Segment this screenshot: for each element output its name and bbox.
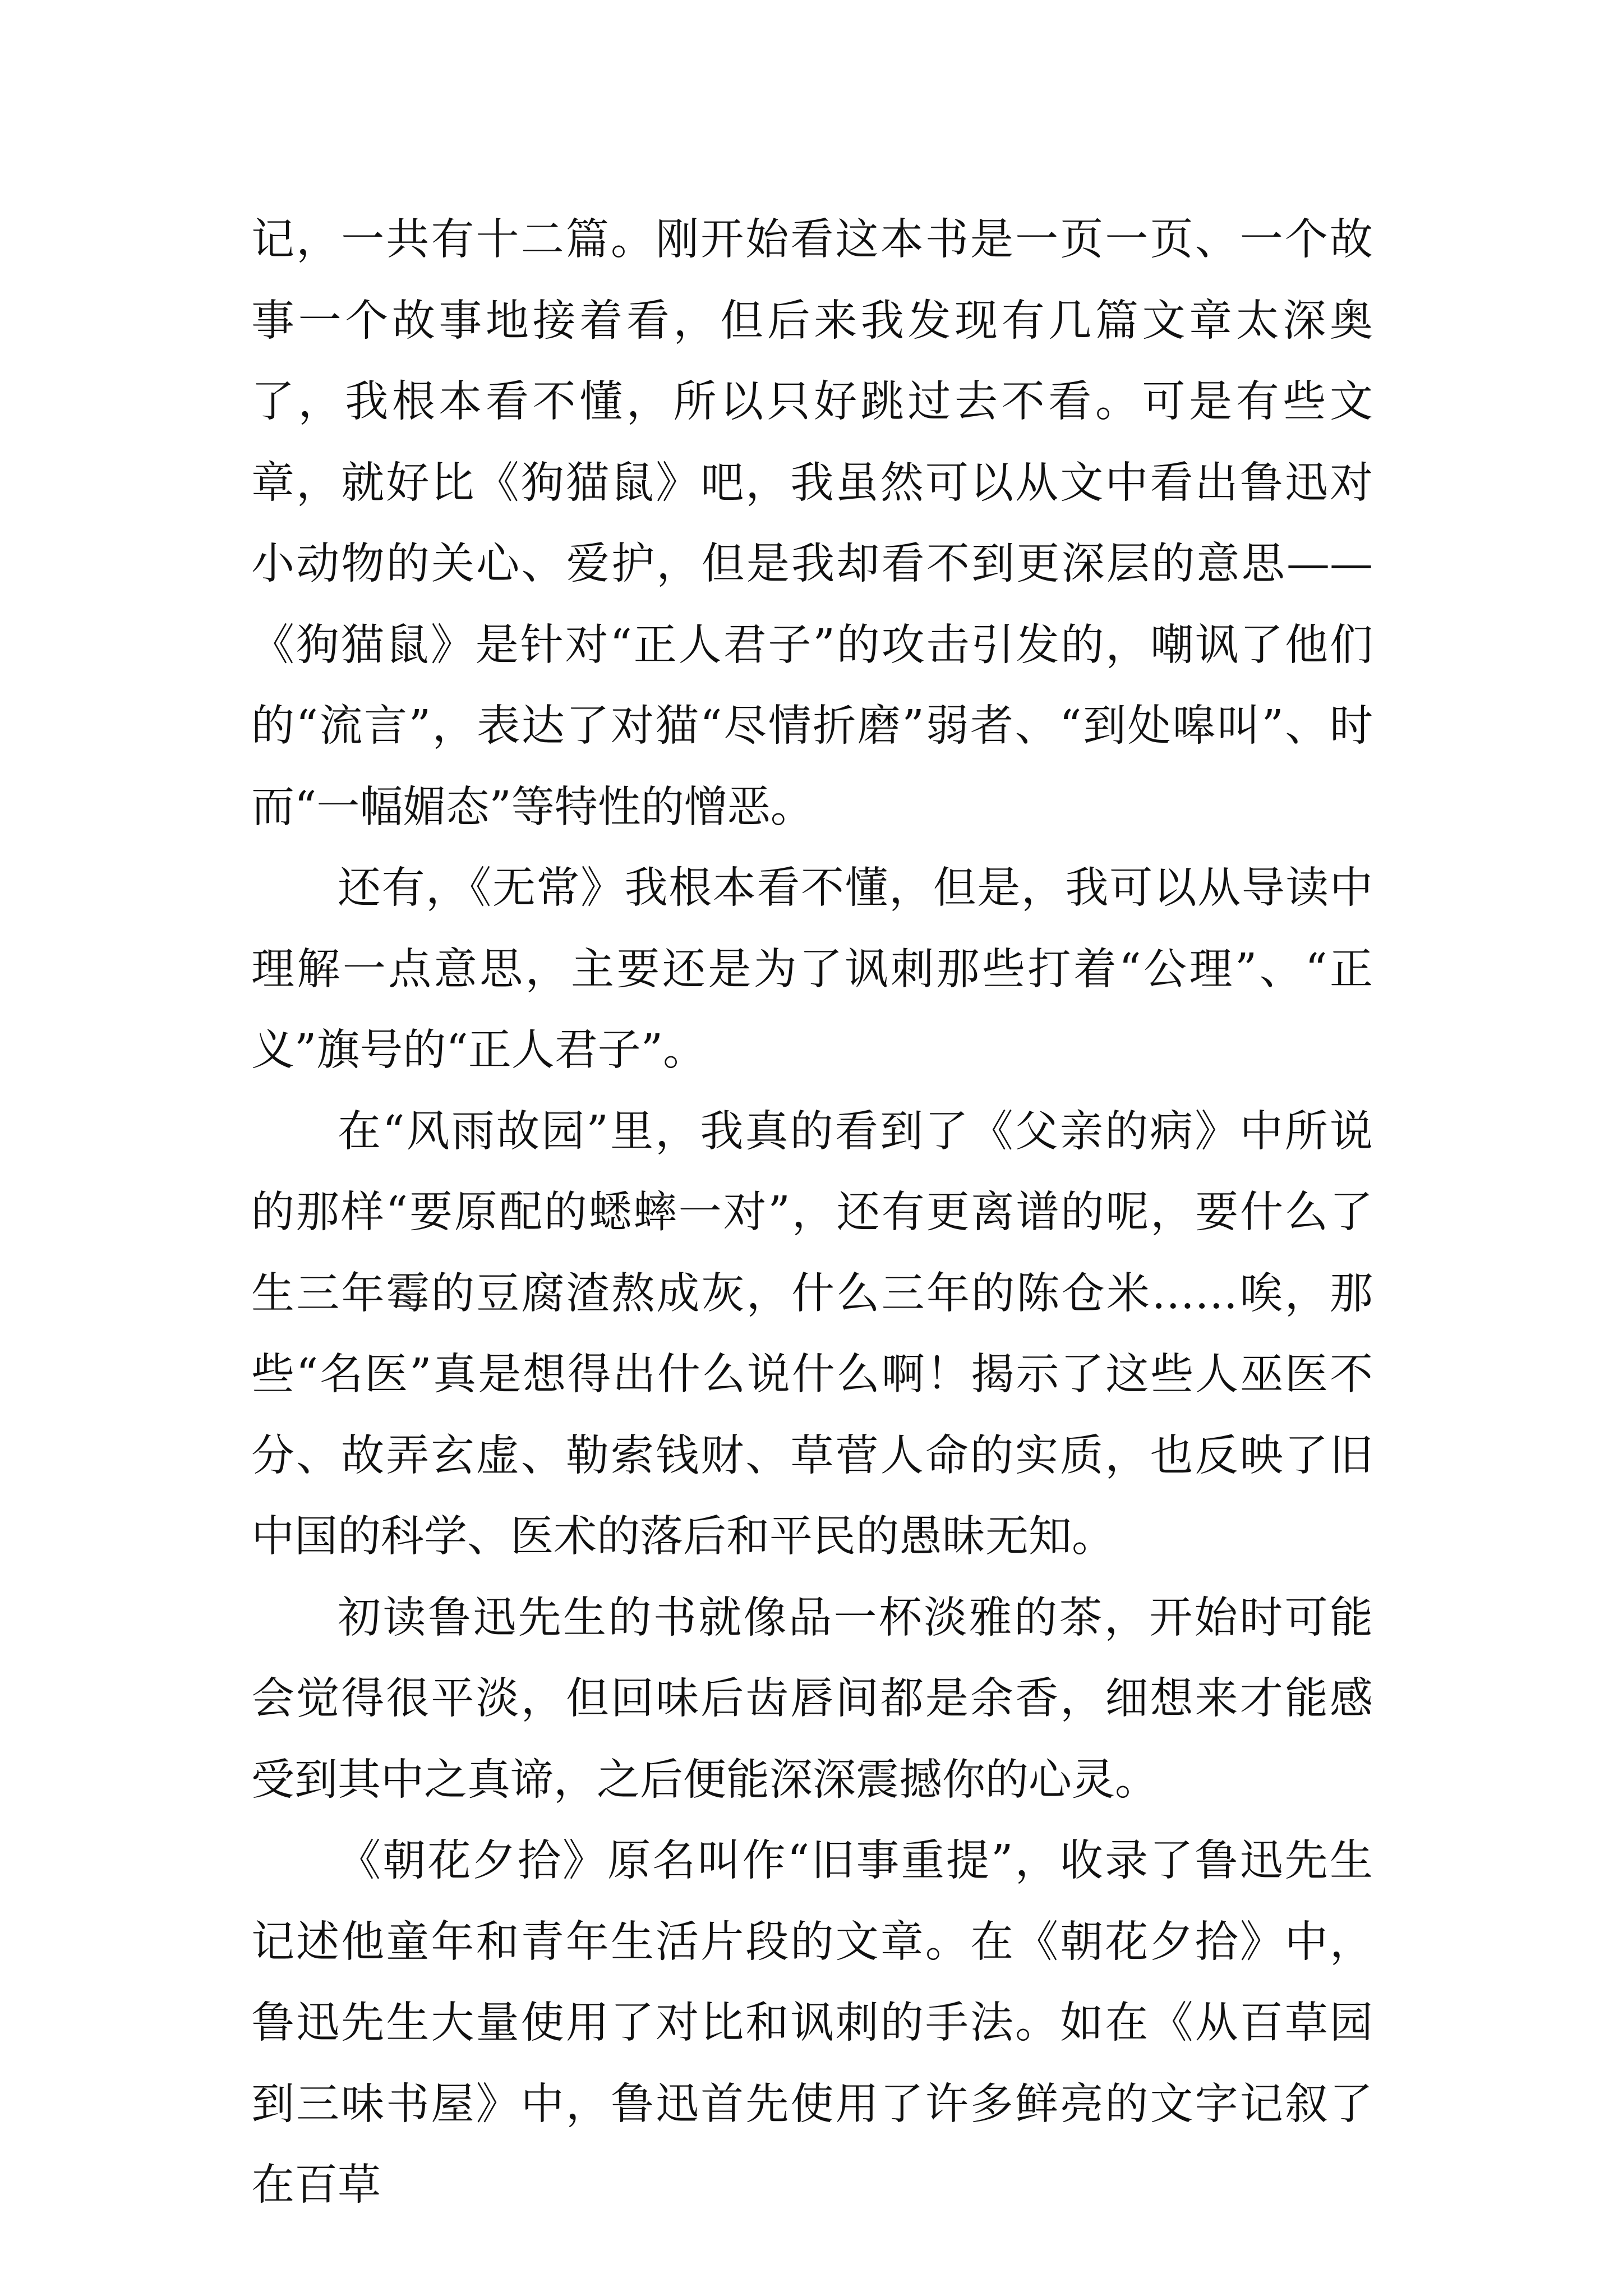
body-text	[251, 200, 1373, 2226]
paragraph-1: 记，一共有十二篇。刚开始看这本书是一页一页、一个故事一个故事地接着看，但后来我发现有几篇文章太深奥了，我根本看不懂，所以只好跳过去不看。可是有些文章，就好比《狗猫鼠》吧，我虽然可以从文中看出鲁迅对小动物的关心、爱护，但是我却看不到更深层的意思——《狗猫鼠》是针对“正人君子”的攻击引发的，嘲讽了他们的“流言”，表达了对猫“尽情折磨”弱者、“到处嗥叫”、时而“一幅媚态”等特性的憎恶。	[251, 215, 1373, 832]
paragraph-4: 初读鲁迅先生的书就像品一杯淡雅的茶，开始时可能会觉得很平淡，但回味后齿唇间都是余香，细想来才能感受到其中之真谛，之后便能深深震撼你的心灵。	[251, 1593, 1373, 1805]
paragraph-3: 在“风雨故园”里，我真的看到了《父亲的病》中所说的那样“要原配的蟋蟀一对”，还有更离谱的呢，要什么了生三年霉的豆腐渣熬成灰，什么三年的陈仓米……唉，那些“名医”真是想得出什么说什么啊！揭示了这些人巫医不分、故弄玄虚、勒索钱财、草菅人命的实质，也反映了旧中国的科学、医术的落后和平民的愚昧无知。	[251, 1106, 1373, 1562]
paragraph-2: 还有，《无常》我根本看不懂，但是，我可以从导读中理解一点意思，主要还是为了讽刺那些打着“公理”、“正义”旗号的“正人君子”。	[251, 863, 1373, 1075]
paragraph-5: 《朝花夕拾》原名叫作“旧事重提”，收录了鲁迅先生记述他童年和青年生活片段的文章。在《朝花夕拾》中，鲁迅先生大量使用了对比和讽刺的手法。如在《从百草园到三味书屋》中，鲁迅首先使用了许多鲜亮的文字记叙了在百草	[251, 1836, 1373, 2210]
